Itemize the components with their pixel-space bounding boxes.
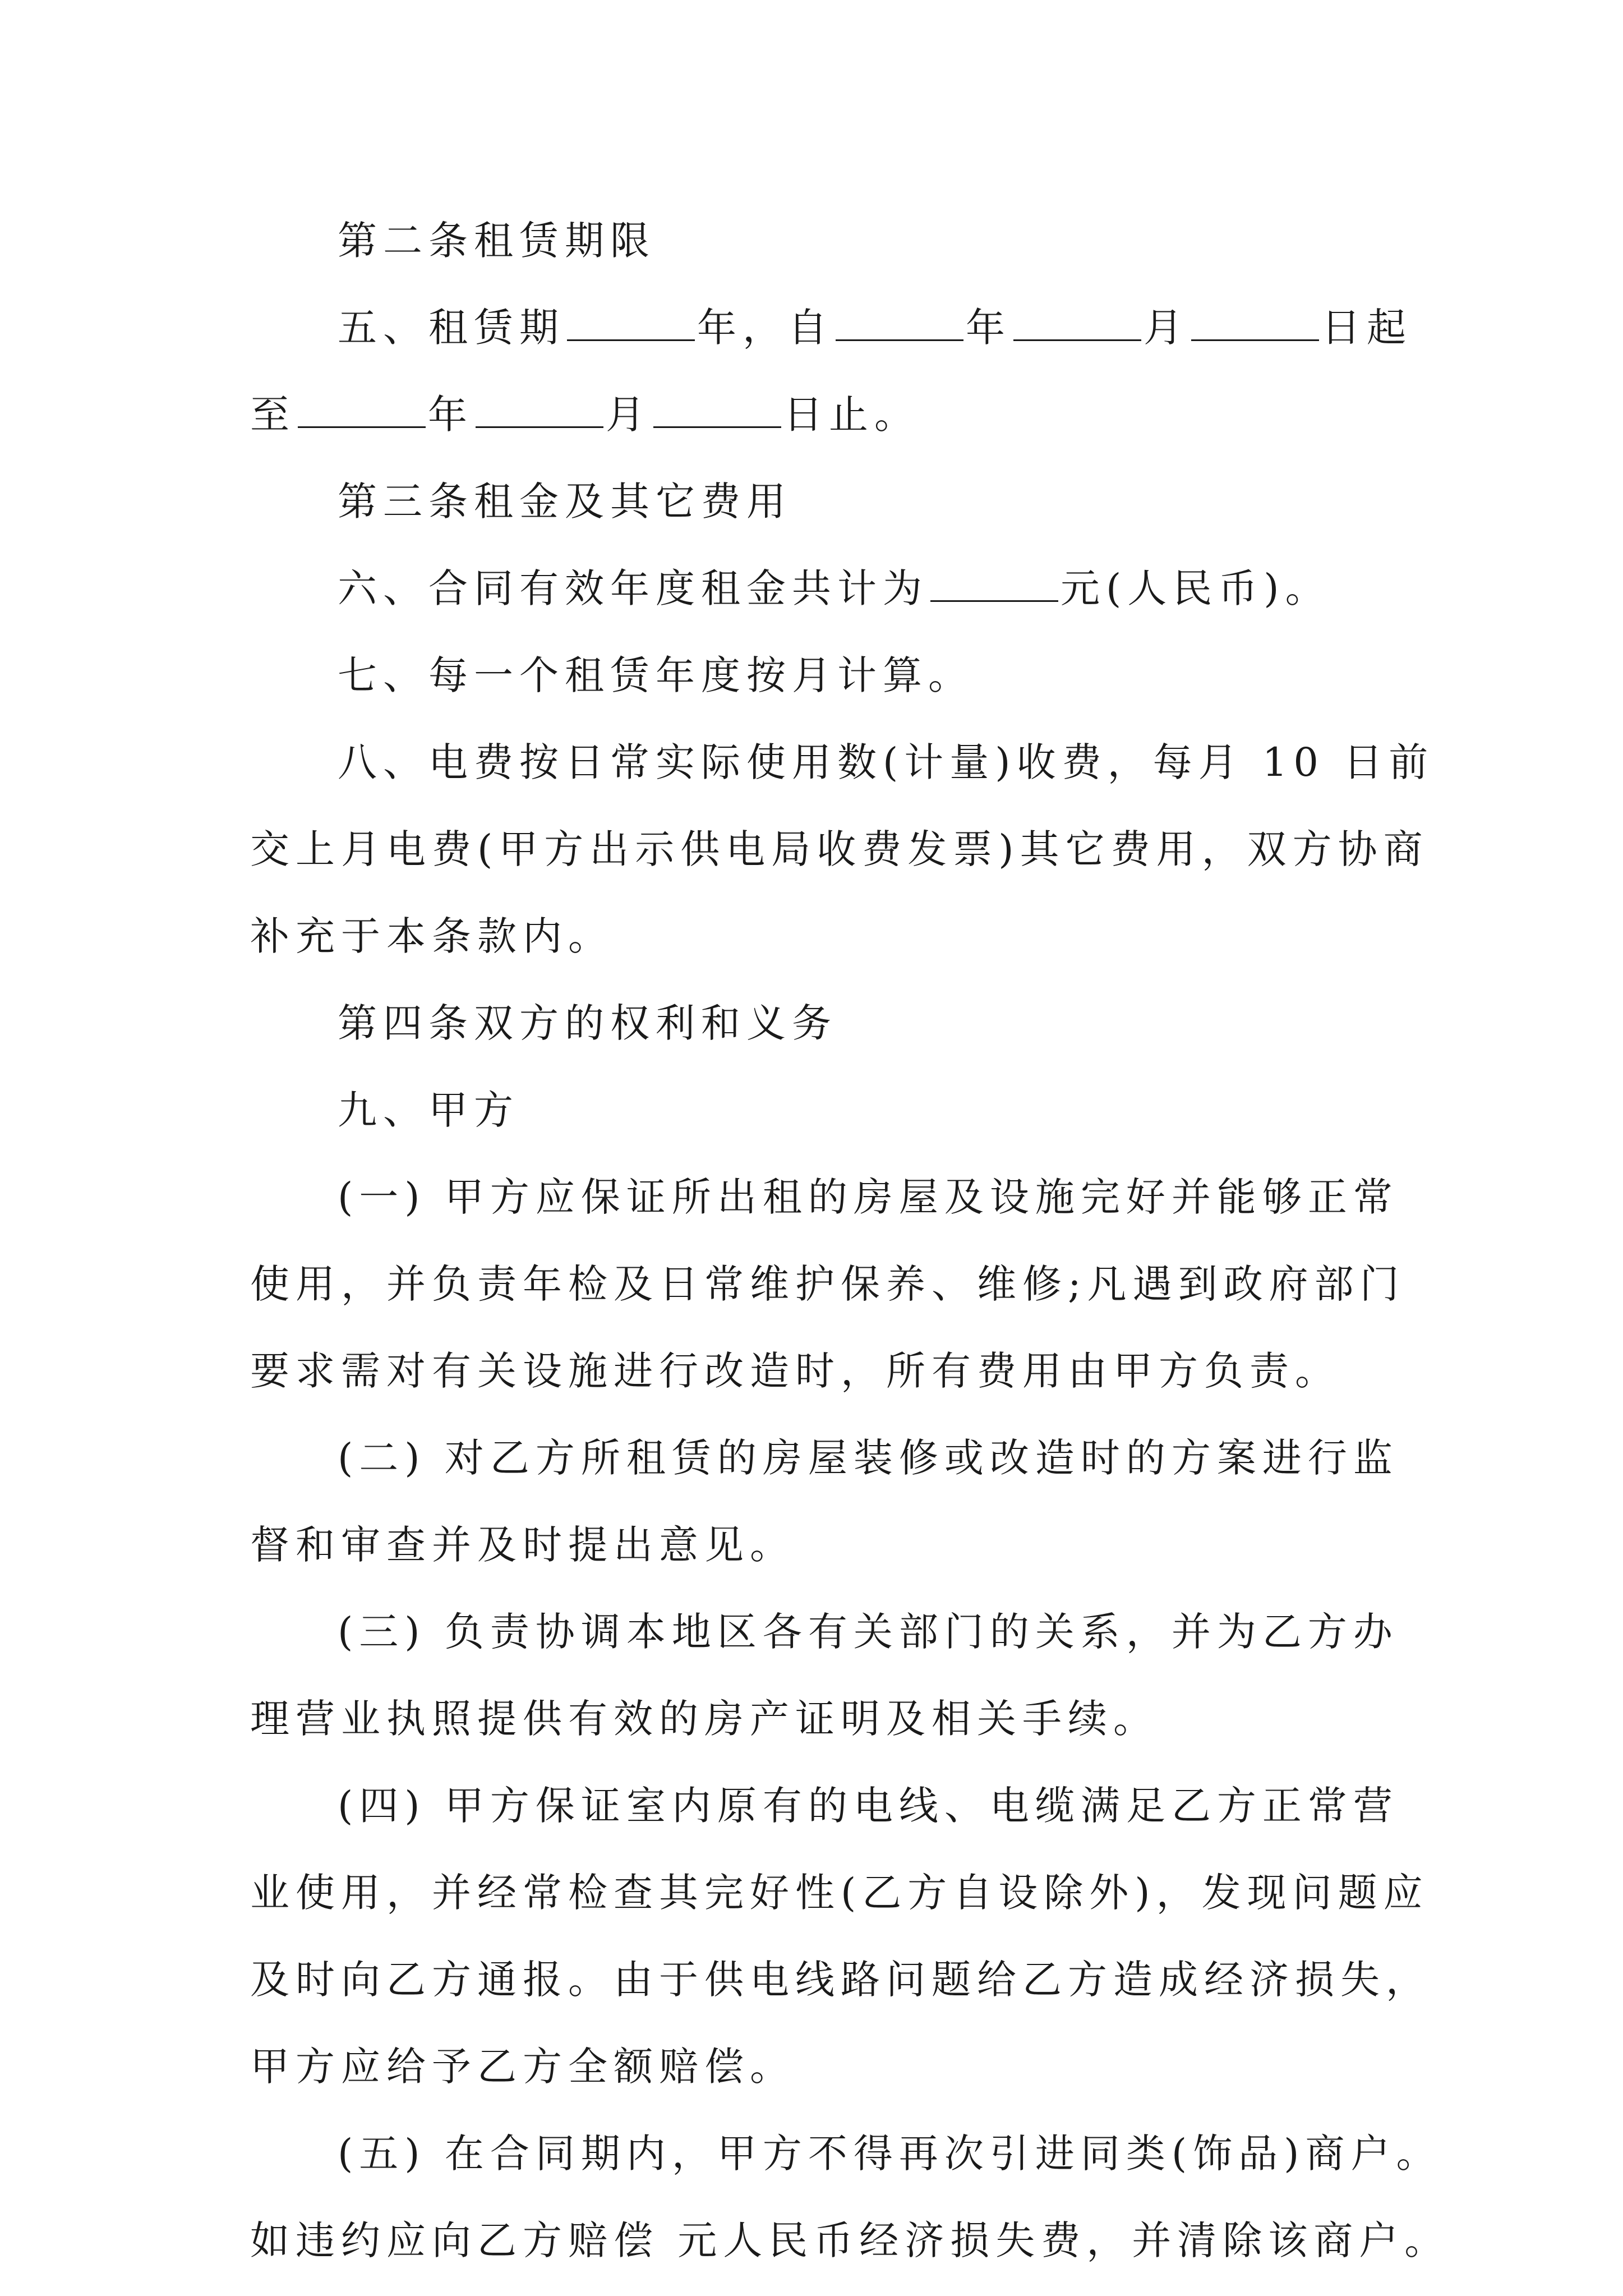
fill-in-blank <box>930 567 1058 602</box>
text-line-l22 <box>250 2040 795 2093</box>
text-segment: 五、租赁期 <box>338 305 565 351</box>
fill-in-blank <box>653 393 781 428</box>
text-line-l23 <box>338 2127 1442 2180</box>
text-segment: 九、甲方 <box>338 1087 519 1133</box>
text-segment: 六、合同有效年度租金共计为 <box>338 565 928 611</box>
text-segment: 使用，并负责年检及日常维护保养、维修;凡遇到政府部门 <box>250 1261 1405 1307</box>
text-segment: 要求需对有关设施进行改造时，所有费用由甲方负责。 <box>250 1348 1340 1394</box>
text-segment: 日止。 <box>783 392 920 438</box>
text-line-l05 <box>338 562 1331 615</box>
fill-in-blank <box>836 306 963 341</box>
fill-in-blank <box>1191 306 1319 341</box>
text-segment: (三) 负责协调本地区各有关部门的关系，并为乙方办 <box>338 1609 1399 1655</box>
text-line-l03 <box>250 388 920 441</box>
text-segment: 及时向乙方通报。由于供电线路问题给乙方造成经济损失， <box>250 1957 1431 2003</box>
text-line-l19 <box>338 1779 1399 1833</box>
text-segment: 月 <box>606 392 651 438</box>
fill-in-blank <box>298 393 426 428</box>
text-segment: 第三条租金及其它费用 <box>338 478 792 524</box>
text-segment: 业使用，并经常检查其完好性(乙方自设除外)，发现问题应 <box>250 1870 1429 1916</box>
text-line-l02 <box>338 301 1412 355</box>
text-segment: 元(人民币)。 <box>1061 565 1331 611</box>
text-segment: 八、电费按日常实际使用数(计量)收费，每月 10 日前 <box>338 739 1435 785</box>
text-segment: 交上月电费(甲方出示供电局收费发票)其它费用，双方协商 <box>250 826 1429 872</box>
text-segment: 补充于本条款内。 <box>250 913 614 959</box>
text-segment: 日起 <box>1321 305 1412 351</box>
text-segment: (四) 甲方保证室内原有的电线、电缆满足乙方正常营 <box>338 1783 1399 1829</box>
text-line-l08 <box>250 822 1429 876</box>
fill-in-blank <box>1013 306 1141 341</box>
text-line-l11 <box>338 1083 519 1137</box>
text-segment: 年 <box>428 392 473 438</box>
text-line-l01 <box>338 214 656 268</box>
text-segment: 第四条双方的权利和义务 <box>338 1000 837 1046</box>
text-segment: 甲方应给予乙方全额赔偿。 <box>250 2044 795 2090</box>
text-segment: 理营业执照提供有效的房产证明及相关手续。 <box>250 1696 1159 1742</box>
text-line-l16 <box>250 1518 795 1572</box>
text-line-l20 <box>250 1866 1429 1920</box>
text-line-l10 <box>338 996 837 1050</box>
text-line-l15 <box>338 1431 1399 1485</box>
text-segment: 如违约应向乙方赔偿 元人民币经济损失费，并清除该商户。 <box>250 2217 1450 2263</box>
text-line-l06 <box>338 648 974 702</box>
text-line-l07 <box>338 735 1434 789</box>
text-line-l17 <box>338 1605 1399 1659</box>
text-segment: 第二条租赁期限 <box>338 218 656 264</box>
text-segment: (一) 甲方应保证所出租的房屋及设施完好并能够正常 <box>338 1174 1399 1220</box>
fill-in-blank <box>476 393 603 428</box>
text-segment: 七、每一个租赁年度按月计算。 <box>338 652 974 698</box>
text-line-l13 <box>250 1257 1405 1311</box>
text-line-l09 <box>250 909 614 963</box>
text-segment: 年，自 <box>697 305 833 351</box>
text-line-l14 <box>250 1344 1340 1398</box>
text-segment: (五) 在合同期内，甲方不得再次引进同类(饰品)商户。 <box>338 2131 1442 2177</box>
text-segment: 年 <box>966 305 1011 351</box>
text-line-l18 <box>250 1692 1159 1746</box>
text-line-l24 <box>250 2214 1450 2267</box>
text-segment: (二) 对乙方所租赁的房屋装修或改造时的方案进行监 <box>338 1435 1399 1481</box>
text-segment: 督和审查并及时提出意见。 <box>250 1522 795 1568</box>
text-line-l21 <box>250 1953 1431 2007</box>
text-line-l12 <box>338 1170 1399 1224</box>
text-segment: 月 <box>1144 305 1189 351</box>
fill-in-blank <box>567 306 695 341</box>
text-line-l04 <box>338 475 792 528</box>
text-segment: 至 <box>250 392 296 438</box>
